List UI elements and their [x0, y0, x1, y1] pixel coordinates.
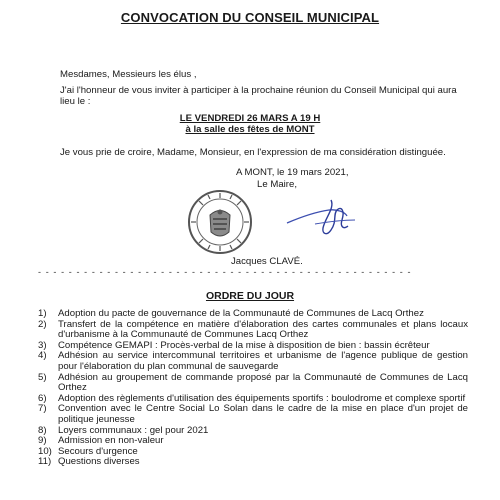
agenda-list — [38, 309, 468, 468]
section-separator: - - - - - - - - - - - - - - - - - - - - - - - - - - - - - - - - - - - - - - - - - - - - - - - - - — [38, 267, 412, 277]
agenda-item-number: 5) — [38, 371, 47, 383]
agenda-item-number: 1) — [38, 308, 47, 319]
agenda-item-text: Admission en non-valeur — [58, 435, 164, 447]
agenda-item-text: Adhésion au service intercommunal territoires et urbanisme de l'agence publique de gestion pour l'élaboration du plan communal de sauvegarde — [58, 350, 468, 372]
agenda-item-text: Questions diverses — [58, 456, 140, 468]
agenda-item-number: 10) — [38, 445, 52, 457]
invitation-text: J'ai l'honneur de vous inviter à participer à la prochaine réunion du Conseil Municipal qui aura lieu le : — [60, 85, 457, 107]
mayor-signature — [285, 196, 360, 241]
signer-name: Jacques CLAVÉ. — [231, 256, 303, 267]
closing-formula: Je vous prie de croire, Madame, Monsieur, en l'expression de ma considération distinguée. — [60, 147, 446, 158]
agenda-item-number: 9) — [38, 435, 47, 447]
agenda-item-number: 2) — [38, 318, 47, 330]
agenda-title: ORDRE DU JOUR — [205, 290, 295, 302]
agenda-item-text: Adhésion au groupement de commande proposé par la Communauté de Communes de Lacq Orthez — [58, 371, 468, 394]
agenda-item-text: Adoption des règlements d'utilisation des équipements sportifs : boulodrome et complexe sportif — [58, 392, 466, 404]
salutation: Mesdames, Messieurs les élus , — [60, 69, 197, 80]
agenda-item-number: 4) — [38, 350, 47, 362]
agenda-item-text: Convention avec le Centre Social Lo Solan dans le cadre de la mise en place d'un projet de politique jeunesse — [58, 403, 468, 425]
agenda-item-number: 8) — [38, 424, 47, 436]
agenda-item — [38, 309, 468, 320]
agenda-item-text: Compétence GEMAPI : Procès-verbal de la mise à disposition de bien : bassin écrêteur — [58, 339, 430, 351]
agenda-item-number: 7) — [38, 403, 47, 415]
agenda-item-text: Loyers communaux : gel pour 2021 — [58, 424, 209, 436]
agenda-item — [38, 404, 468, 425]
town-hall-seal — [186, 188, 254, 256]
meeting-date: LE VENDREDI 26 MARS A 19 H — [179, 113, 321, 124]
place-and-date: A MONT, le 19 mars 2021, — [236, 167, 349, 178]
agenda-item-number: 11) — [38, 456, 52, 468]
meeting-place: à la salle des fêtes de MONT — [185, 123, 315, 135]
signer-title: Le Maire, — [257, 179, 297, 190]
agenda-item-number: 6) — [38, 392, 47, 404]
agenda-item-text: Secours d'urgence — [58, 445, 138, 457]
agenda-item — [38, 373, 468, 394]
agenda-item — [38, 320, 468, 341]
agenda-item — [38, 457, 468, 468]
agenda-item-text: Transfert de la compétence en matière d'élaboration des cartes communales et plans locaux d'urbanisme à la Communauté de Communes Lacq Orthez — [58, 318, 468, 341]
document-title: CONVOCATION DU CONSEIL MUNICIPAL — [120, 10, 380, 25]
agenda-item-text: Adoption du pacte de gouvernance de la Communauté de Communes de Lacq Orthez — [58, 308, 424, 319]
agenda-item-number: 3) — [38, 339, 47, 351]
agenda-item — [38, 351, 468, 372]
meeting-details — [0, 114, 500, 135]
